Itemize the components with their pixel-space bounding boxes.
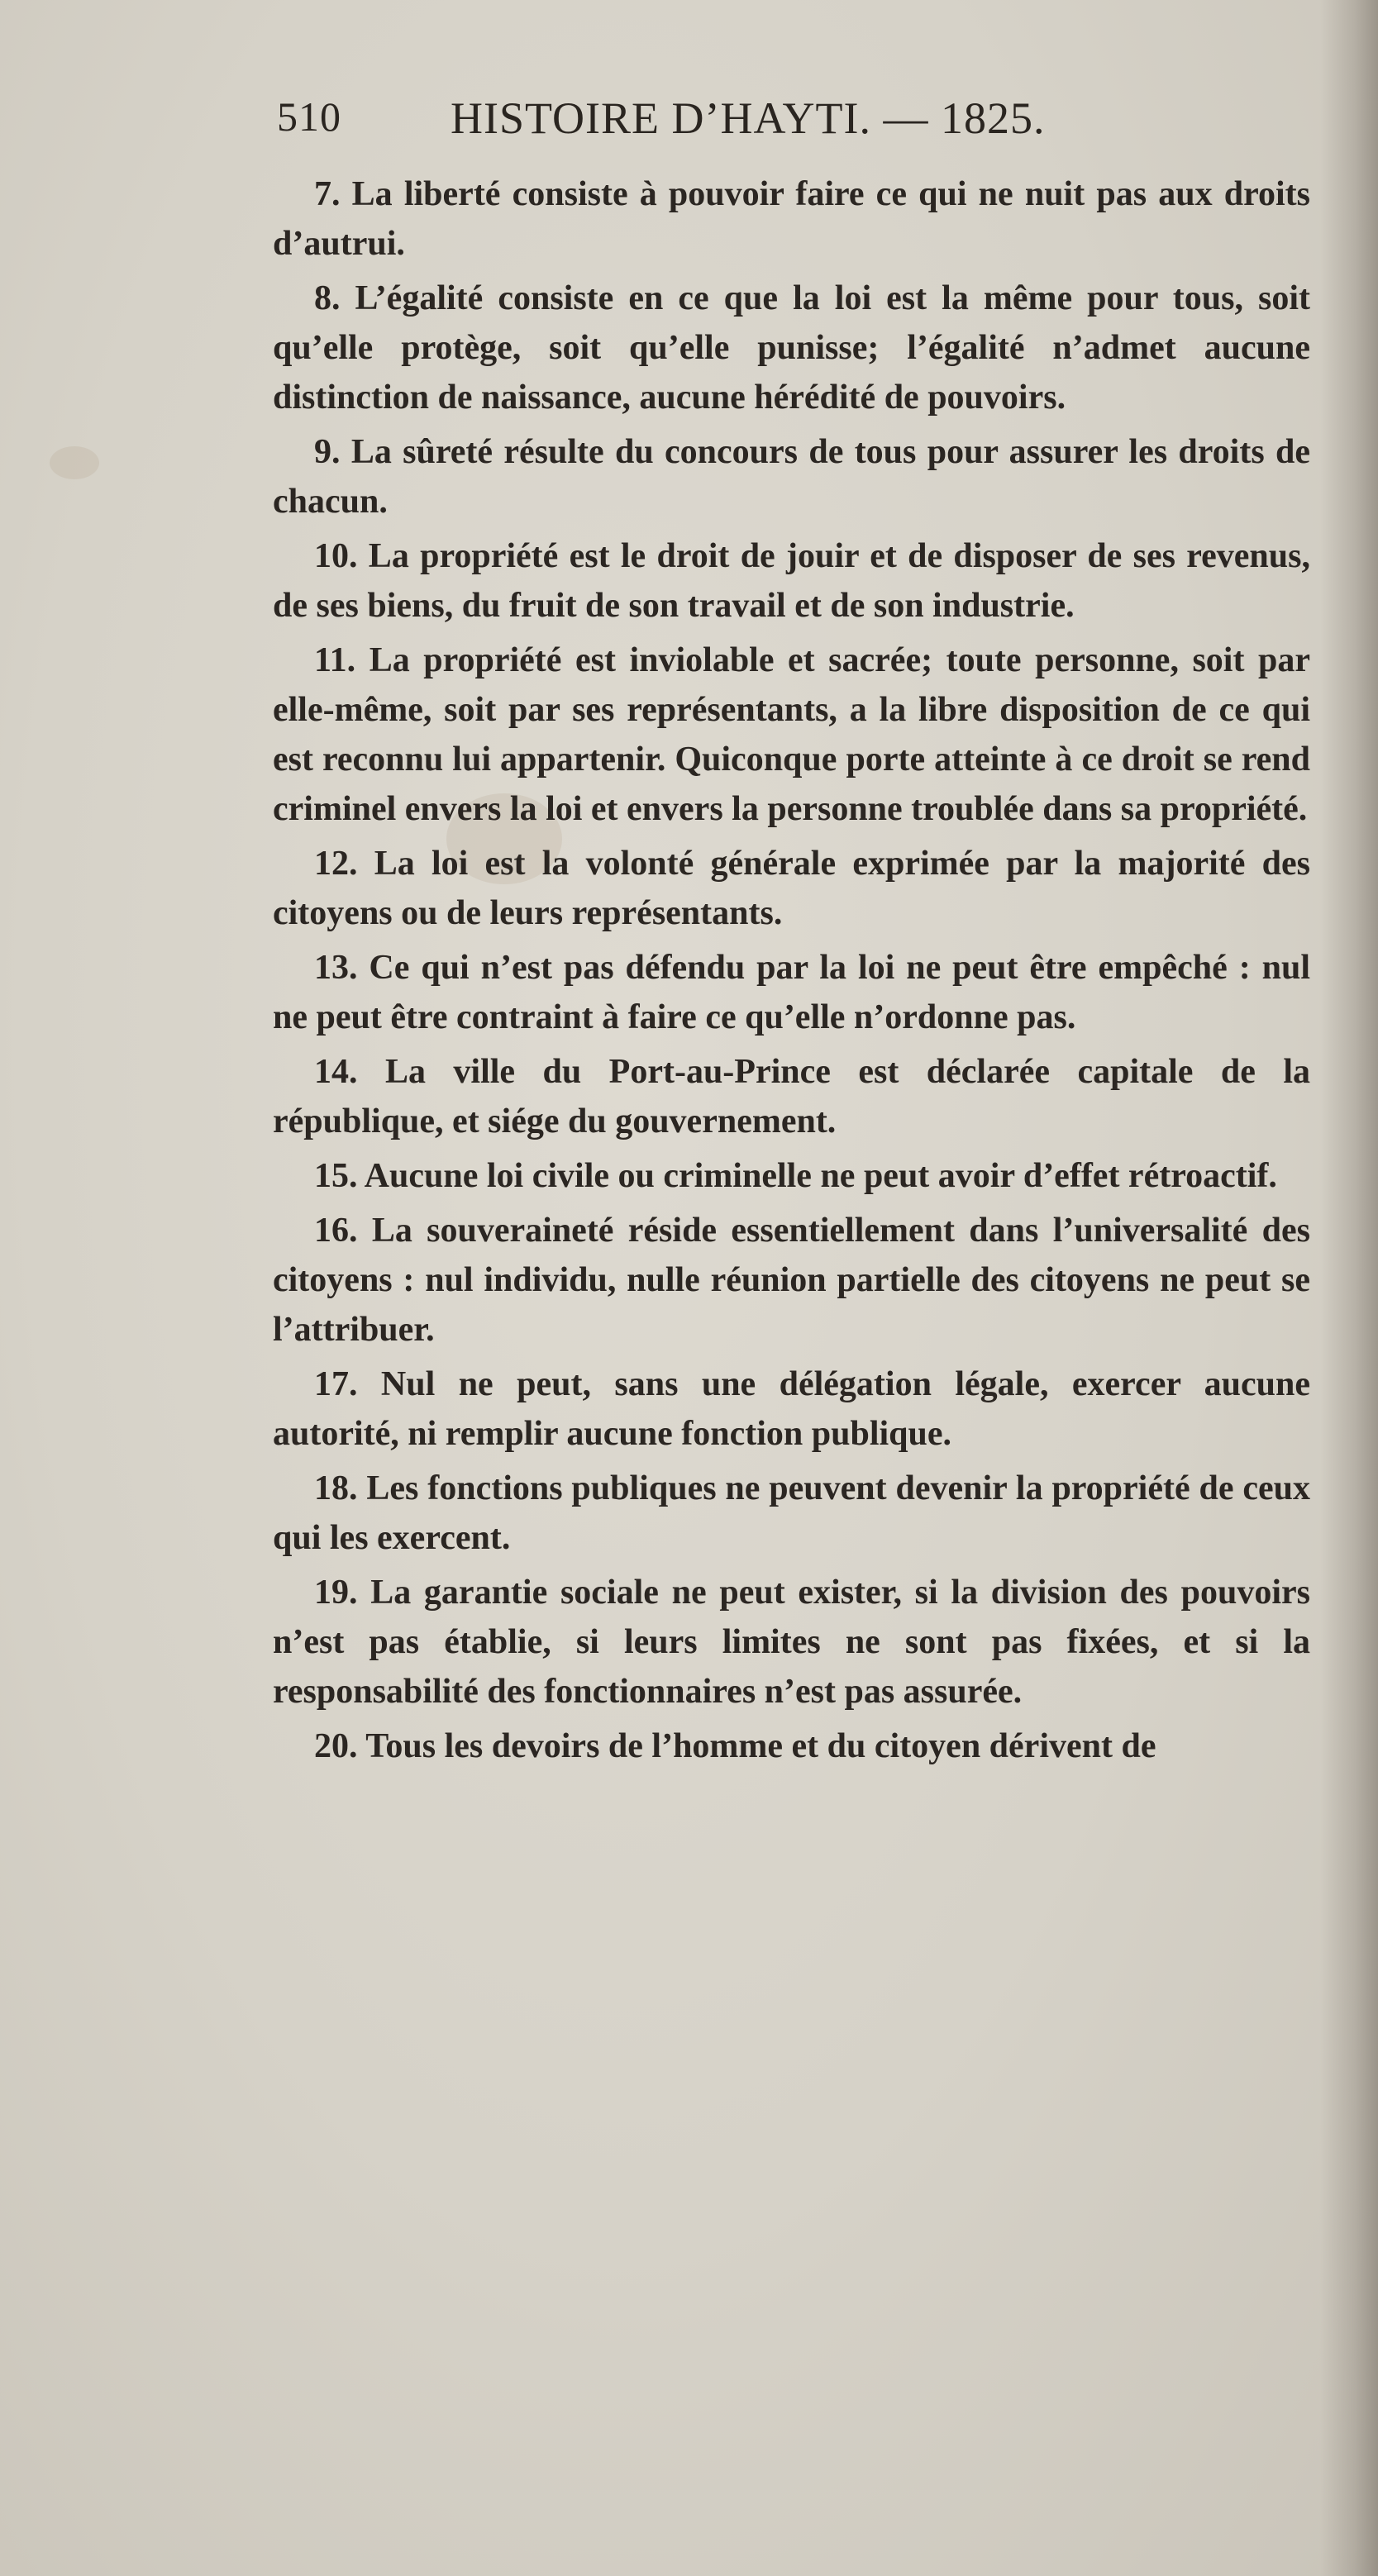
- article-15: 15. Aucune loi civile ou criminelle ne peut avoir d’effet rétroactif.: [314, 1157, 1277, 1195]
- paper-stain: [50, 446, 99, 479]
- article-19: 19. La garantie sociale ne peut exister, si la division des pouvoirs n’est pas établie, si leurs limites ne sont pas fixées, et si la responsabilité des fonctionnaires n’est pas assurée.: [273, 1574, 1310, 1711]
- page-header: [277, 93, 1252, 159]
- article-12: 12. La loi est la volonté générale exprimée par la majorité des citoyens ou de leurs représentants.: [273, 845, 1310, 932]
- running-title: HISTOIRE D’HAYTI. — 1825.: [451, 93, 1046, 143]
- article-9: 9. La sûreté résulte du concours de tous pour assurer les droits de chacun.: [273, 433, 1310, 521]
- article-20: 20. Tous les devoirs de l’homme et du citoyen dérivent de: [314, 1727, 1156, 1765]
- article-8: 8. L’égalité consiste en ce que la loi est la même pour tous, soit qu’elle protège, soit qu’elle punisse; l’égalité n’admet aucune distinction de naissance, aucune hérédité de pouvoirs.: [273, 279, 1310, 417]
- page-number: 510: [277, 93, 341, 140]
- article-10: 10. La propriété est le droit de jouir et de disposer de ses revenus, de ses biens, du fruit de son travail et de son industrie.: [273, 537, 1310, 625]
- article-13: 13. Ce qui n’est pas défendu par la loi ne peut être empêché : nul ne peut être contraint à faire ce qu’elle n’ordonne pas.: [273, 949, 1310, 1036]
- article-17: 17. Nul ne peut, sans une délégation légale, exercer aucune autorité, ni remplir aucune fonction publique.: [273, 1365, 1310, 1453]
- article-18: 18. Les fonctions publiques ne peuvent devenir la propriété de ceux qui les exercent.: [273, 1469, 1310, 1557]
- article-11: 11. La propriété est inviolable et sacrée; toute personne, soit par elle-même, soit par ses représentants, a la libre disposition de ce qui est reconnu lui appartenir. Quiconque porte atteinte à ce droit se rend criminel envers la loi et envers la personne troublée dans sa propriété.: [273, 641, 1310, 828]
- body-text: [273, 169, 1310, 1776]
- article-14: 14. La ville du Port-au-Prince est déclarée capitale de la république, et siége du gouvernement.: [273, 1053, 1310, 1140]
- article-16: 16. La souveraineté réside essentiellement dans l’universalité des citoyens : nul individu, nulle réunion partielle des citoyens ne peut se l’attribuer.: [273, 1212, 1310, 1349]
- page-gutter-shadow: [1320, 0, 1378, 2576]
- article-7: 7. La liberté consiste à pouvoir faire ce qui ne nuit pas aux droits d’autrui.: [273, 175, 1310, 263]
